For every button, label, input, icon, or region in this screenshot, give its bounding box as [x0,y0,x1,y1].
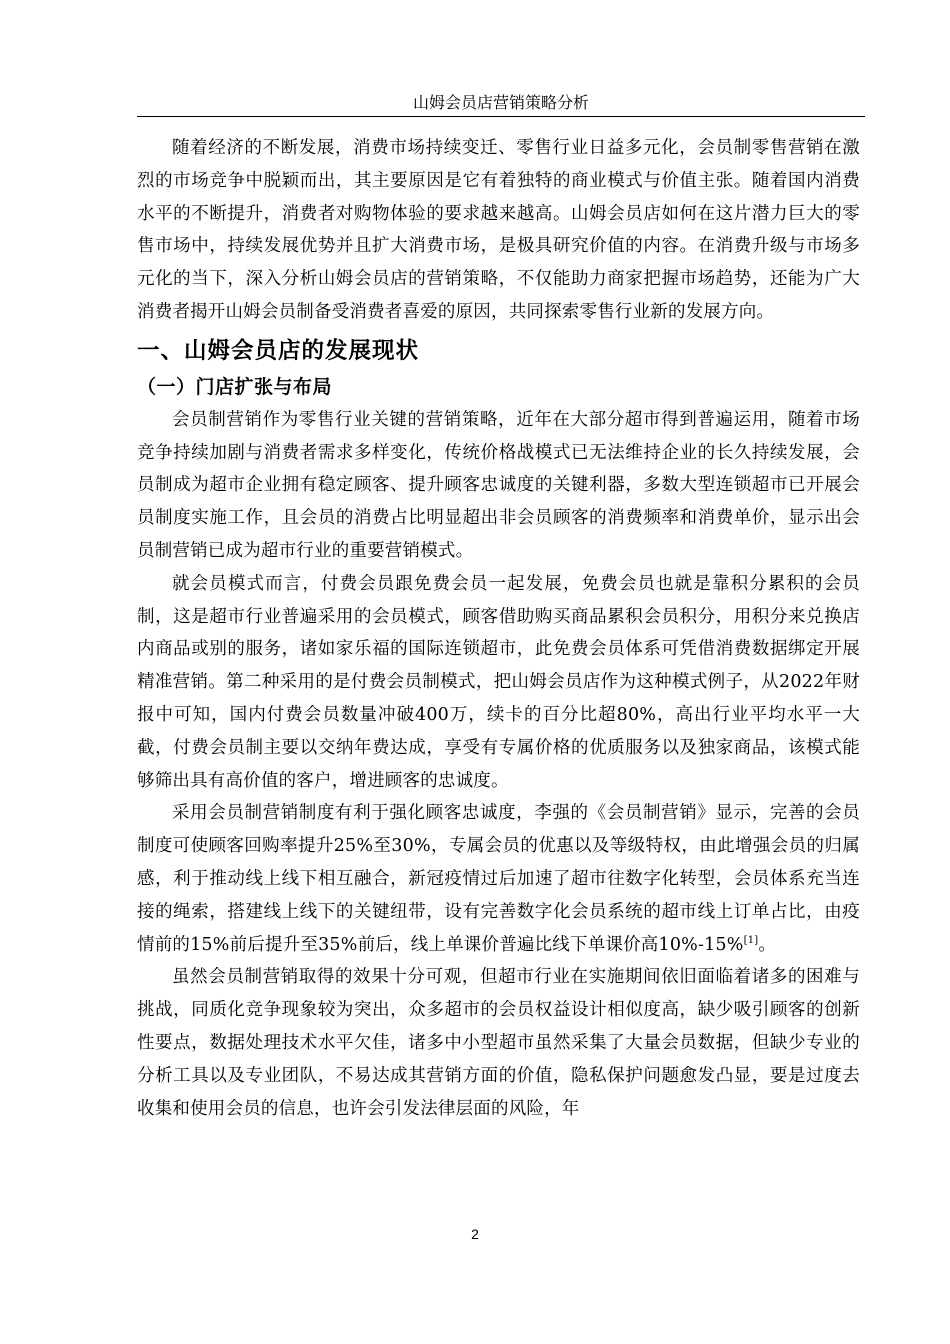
citation-reference: [1] [743,934,759,946]
intro-paragraph: 随着经济的不断发展，消费市场持续变迁、零售行业日益多元化，会员制零售营销在激烈的市场竞争中脱颖而出，其主要原因是它有着独特的商业模式与价值主张。随着国内消费水平的不断提升，消费者对购物体验的要求越来越高。山姆会员店如何在这片潜力巨大的零售市场中，持续发展优势并且扩大消费市场，是极具研究价值的内容。在消费升级与市场多元化的当下，深入分析山姆会员店的营销策略，不仅能助力商家把握市场趋势，还能为广大消费者揭开山姆会员制备受消费者喜爱的原因，共同探索零售行业新的发展方向。 [137,138,860,322]
body-paragraph-with-citation [137,797,860,961]
header-rule [137,116,865,117]
body-paragraph: 会员制营销作为零售行业关键的营销策略，近年在大部分超市得到普遍运用，随着市场竞争持续加剧与消费者需求多样变化，传统价格战模式已无法维持企业的长久持续发展，会员制成为超市企业拥有稳定顾客、提升顾客忠诚度的关键利器，多数大型连锁超市已开展会员制度实施工作，且会员的消费占比明显超出非会员顾客的消费频率和消费单价，显示出会员制营销已成为超市行业的重要营销模式。 [137,409,860,561]
body-paragraph-text: 采用会员制营销制度有利于强化顾客忠诚度，李强的《会员制营销》显示，完善的会员制度可使顾客回购率提升25%至30%，专属会员的优惠以及等级特权，由此增强会员的归属感，利于推动线上线下相互融合，新冠疫情过后加速了超市往数字化转型，会员体系充当连接的绳索，搭建线上线下的关键纽带，设有完善数字化会员系统的超市线上订单占比，由疫情前的15%前后提升至35%前后，线上单课价普遍比线下单课价高10%-15% [137,803,860,955]
page-number: 2 [471,1226,479,1242]
subsection-heading: （一）门店扩张与布局 [137,375,333,398]
body-paragraph: 就会员模式而言，付费会员跟免费会员一起发展，免费会员也就是靠积分累积的会员制，这是超市行业普遍采用的会员模式，顾客借助购买商品累积会员积分，用积分来兑换店内商品或别的服务，诸如家乐福的国际连锁超市，此免费会员体系可凭借消费数据绑定开展精准营销。第二种采用的是付费会员制模式，把山姆会员店作为这种模式例子，从2022年财报中可知，国内付费会员数量冲破400万，续卡的百分比超80%，高出行业平均水平一大截，付费会员制主要以交纳年费达成，享受有专属价格的优质服务以及独家商品，该模式能够筛出具有高价值的客户，增进顾客的忠诚度。 [137,573,860,791]
body-paragraph: 虽然会员制营销取得的效果十分可观，但超市行业在实施期间依旧面临着诸多的困难与挑战，同质化竞争现象较为突出，众多超市的会员权益设计相似度高，缺少吸引顾客的创新性要点，数据处理技术水平欠佳，诸多中小型超市虽然采集了大量会员数据，但缺少专业的分析工具以及专业团队，不易达成其营销方面的价值，隐私保护问题愈发凸显，要是过度去收集和使用会员的信息，也许会引发法律层面的风险，年 [137,967,860,1119]
running-header: 山姆会员店营销策略分析 [412,93,589,112]
section-heading: 一、山姆会员店的发展现状 [137,337,420,364]
document-body [137,132,860,1125]
citation-tail: 。 [758,934,777,955]
